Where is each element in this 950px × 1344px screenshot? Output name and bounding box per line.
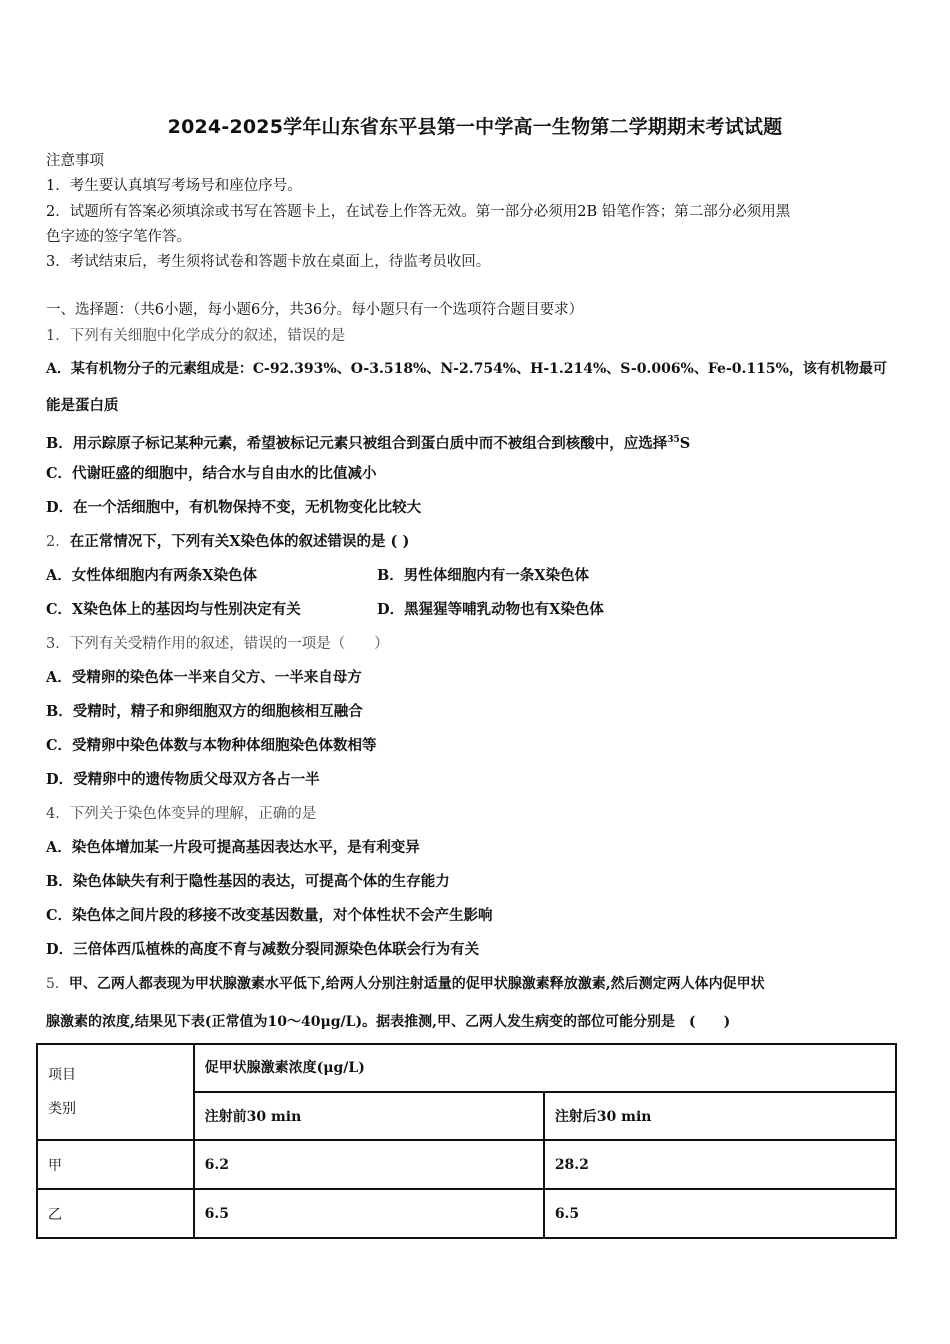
question-1-stem: 1．下列有关细胞中化学成分的叙述，错误的是	[46, 328, 346, 344]
row-label: 乙	[37, 1189, 194, 1238]
corner-label-category: 类别	[48, 1101, 76, 1117]
question-2-stem	[46, 532, 409, 552]
question-3-option-c: C．受精卵中染色体数与本物种体细胞染色体数相等	[46, 737, 377, 754]
hormone-table	[36, 1043, 897, 1239]
question-4-option-b: B．染色体缺失有利于隐性基因的表达，可提高个体的生存能力	[46, 873, 450, 890]
question-2-text: 在正常情况下，下列有关X染色体的叙述错误的是 ( )	[69, 533, 410, 550]
notice-item-2-cont: 色字迹的签字笔作答。	[46, 229, 191, 245]
question-2-option-b: B．男性体细胞内有一条X染色体	[377, 567, 590, 584]
table-group-header: 促甲状腺激素浓度(μg/L)	[194, 1044, 896, 1092]
question-4-option-a: A．染色体增加某一片段可提高基因表达水平，是有利变异	[46, 839, 420, 856]
question-2-option-d: D．黑猩猩等哺乳动物也有X染色体	[377, 601, 604, 618]
row-after-value: 28.2	[544, 1140, 896, 1189]
row-after-value: 6.5	[544, 1189, 896, 1238]
table-row	[37, 1189, 896, 1238]
question-5-text-1: 甲、乙两人都表现为甲状腺激素水平低下,给两人分别注射适量的促甲状腺激素释放激素,然后测定两人体内促甲状	[68, 976, 765, 992]
table-corner-cell	[37, 1044, 194, 1140]
question-3-option-d: D．受精卵中的遗传物质父母双方各占一半	[46, 771, 320, 788]
question-4-option-d: D．三倍体西瓜植株的高度不育与减数分裂同源染色体联会行为有关	[46, 941, 480, 958]
question-4-stem: 4．下列关于染色体变异的理解，正确的是	[46, 806, 317, 822]
isotope-symbol: S	[679, 435, 691, 452]
question-1-option-a: A．某有机物分子的元素组成是：C-92.393%、O-3.518%、N-2.754%、H-1.214%、S-0.006%、Fe-0.115%，该有机物最可	[46, 361, 887, 377]
row-before-value: 6.2	[194, 1140, 544, 1189]
isotope-mass-number: 35	[667, 435, 680, 445]
question-1-option-c: C．代谢旺盛的细胞中，结合水与自由水的比值减小	[46, 465, 377, 482]
question-2-option-c: C．X染色体上的基因均与性别决定有关	[46, 601, 301, 618]
notice-heading: 注意事项	[46, 153, 104, 169]
corner-label-item: 项目	[48, 1067, 76, 1083]
question-4-option-c: C．染色体之间片段的移接不改变基因数量，对个体性状不会产生影响	[46, 907, 493, 924]
notice-item-2: 2．试题所有答案必须填涂或书写在答题卡上，在试卷上作答无效。第一部分必须用2B 铅笔作答；第二部分必须用黑	[46, 204, 791, 220]
question-1-option-a-cont: 能是蛋白质	[46, 397, 119, 414]
question-5-text-2: 腺激素的浓度,结果见下表(正常值为10～40μg/L)。据表推测,甲、乙两人发生病变的部位可能分别是 ( )	[46, 1014, 731, 1030]
section-heading: 一、选择题：（共6小题，每小题6分，共36分。每小题只有一个选项符合题目要求）	[46, 302, 584, 318]
row-label: 甲	[37, 1140, 194, 1189]
table-col-after: 注射后30 min	[544, 1092, 896, 1140]
table-row	[37, 1140, 896, 1189]
question-1-option-d: D．在一个活细胞中，有机物保持不变，无机物变化比较大	[46, 499, 422, 516]
exam-title: 2024-2025学年山东省东平县第一中学高一生物第二学期期末考试试题	[167, 116, 783, 138]
row-before-value: 6.5	[194, 1189, 544, 1238]
question-2-number: 2．	[46, 534, 70, 550]
question-3-option-b: B．受精时，精子和卵细胞双方的细胞核相互融合	[46, 703, 363, 720]
notice-item-1: 1．考生要认真填写考场号和座位序号。	[46, 178, 302, 194]
question-2-option-a: A．女性体细胞内有两条X染色体	[46, 567, 257, 584]
question-5-stem	[46, 974, 765, 994]
question-3-option-a: A．受精卵的染色体一半来自父方、一半来自母方	[46, 669, 362, 686]
option-b-text: B．用示踪原子标记某种元素，希望被标记元素只被组合到蛋白质中而不被组合到核酸中，应选择	[46, 435, 668, 452]
question-5-number: 5．	[46, 976, 69, 992]
notice-item-3: 3．考试结束后，考生须将试卷和答题卡放在桌面上，待监考员收回。	[46, 254, 491, 270]
question-1-option-b	[46, 430, 690, 454]
question-3-stem: 3．下列有关受精作用的叙述，错误的一项是（ ）	[46, 636, 389, 652]
table-col-before: 注射前30 min	[194, 1092, 544, 1140]
